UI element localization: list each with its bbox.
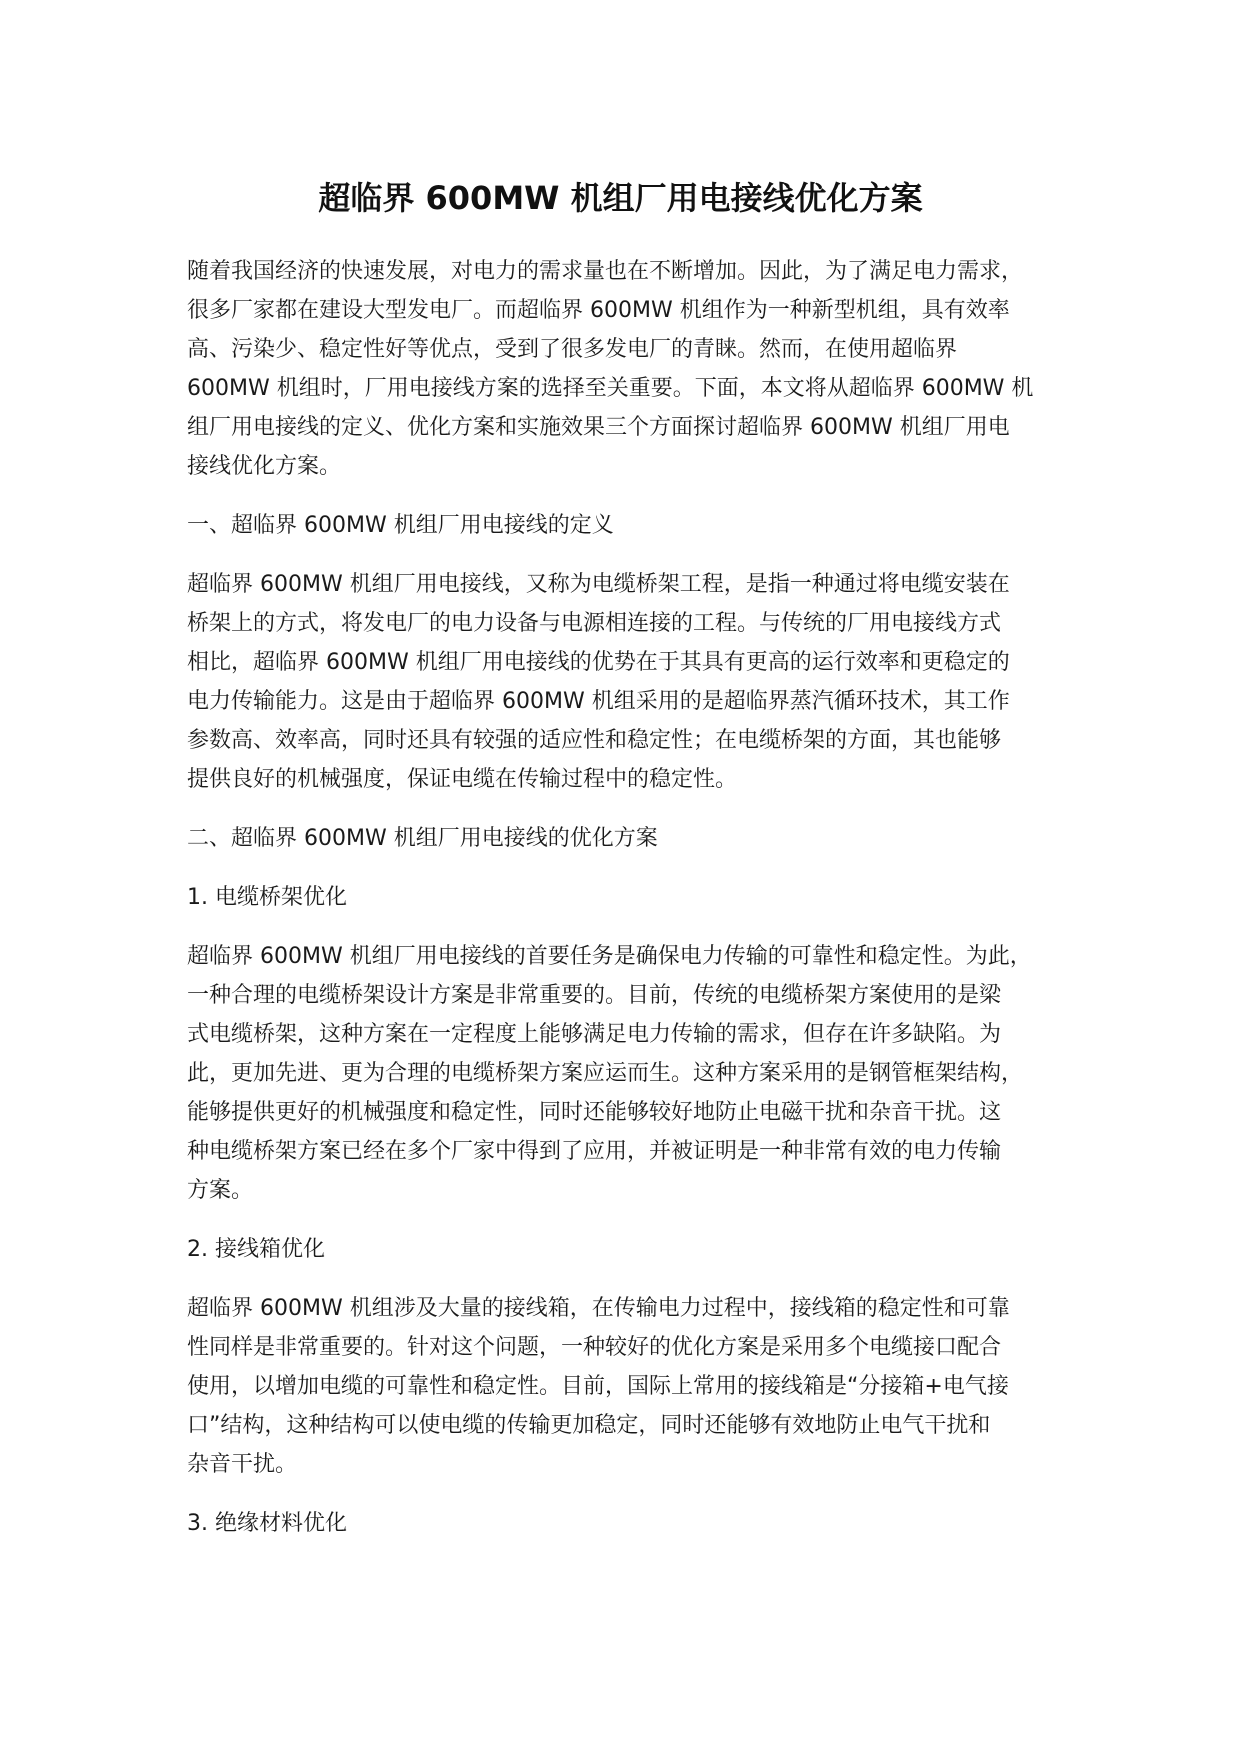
document-title: 超临界 600MW 机组厂用电接线优化方案	[318, 179, 923, 217]
text-line: 使用，以增加电缆的可靠性和稳定性。目前，国际上常用的接线箱是“分接箱+电气接	[187, 1374, 1009, 1399]
text-line: 参数高、效率高，同时还具有较强的适应性和稳定性；在电缆桥架的方面，其也能够	[187, 728, 1002, 753]
text-line: 随着我国经济的快速发展，对电力的需求量也在不断增加。因此，为了满足电力需求，	[187, 259, 1024, 284]
text-line: 1. 电缆桥架优化	[187, 885, 347, 910]
subsection-heading	[187, 1504, 1077, 1543]
text-line: 方案。	[187, 1178, 254, 1203]
text-line: 桥架上的方式，将发电厂的电力设备与电源相连接的工程。与传统的厂用电接线方式	[187, 611, 1002, 636]
text-line: 超临界 600MW 机组涉及大量的接线箱，在传输电力过程中，接线箱的稳定性和可靠	[187, 1296, 1010, 1321]
text-line: 能够提供更好的机械强度和稳定性，同时还能够较好地防止电磁干扰和杂音干扰。这	[187, 1100, 1002, 1125]
text-line: 此，更加先进、更为合理的电缆桥架方案应运而生。这种方案采用的是钢管框架结构，	[187, 1061, 1024, 1086]
text-line: 相比，超临界 600MW 机组厂用电接线的优势在于其具有更高的运行效率和更稳定的	[187, 650, 1010, 675]
text-line: 提供良好的机械强度，保证电缆在传输过程中的稳定性。	[187, 767, 738, 792]
text-line: 杂音干扰。	[187, 1452, 298, 1477]
text-line: 一种合理的电缆桥架设计方案是非常重要的。目前，传统的电缆桥架方案使用的是梁	[187, 983, 1002, 1008]
text-line: 600MW 机组时，厂用电接线方案的选择至关重要。下面，本文将从超临界 600MW 机	[187, 376, 1034, 401]
subsection-heading	[187, 1230, 1077, 1269]
subsection-heading	[187, 878, 1077, 917]
text-line: 一、超临界 600MW 机组厂用电接线的定义	[187, 513, 614, 538]
text-line: 组厂用电接线的定义、优化方案和实施效果三个方面探讨超临界 600MW 机组厂用电	[187, 415, 1010, 440]
document-body	[187, 252, 1077, 1543]
section-heading	[187, 819, 1077, 858]
text-line: 口”结构，这种结构可以使电缆的传输更加稳定，同时还能够有效地防止电气干扰和	[187, 1413, 991, 1438]
text-line: 很多厂家都在建设大型发电厂。而超临界 600MW 机组作为一种新型机组，具有效率	[187, 298, 1010, 323]
text-line: 式电缆桥架，这种方案在一定程度上能够满足电力传输的需求，但存在许多缺陷。为	[187, 1022, 1002, 1047]
junction-box-paragraph	[187, 1289, 1077, 1484]
text-line: 超临界 600MW 机组厂用电接线的首要任务是确保电力传输的可靠性和稳定性。为此，	[187, 944, 1032, 969]
text-line: 2. 接线箱优化	[187, 1237, 325, 1262]
cable-tray-paragraph	[187, 937, 1077, 1210]
text-line: 接线优化方案。	[187, 454, 342, 479]
section-heading	[187, 506, 1077, 545]
text-line: 电力传输能力。这是由于超临界 600MW 机组采用的是超临界蒸汽循环技术，其工作	[187, 689, 1010, 714]
text-line: 超临界 600MW 机组厂用电接线，又称为电缆桥架工程，是指一种通过将电缆安装在	[187, 572, 1010, 597]
text-line: 性同样是非常重要的。针对这个问题，一种较好的优化方案是采用多个电缆接口配合	[187, 1335, 1002, 1360]
text-line: 3. 绝缘材料优化	[187, 1511, 347, 1536]
definition-paragraph	[187, 565, 1077, 799]
intro-paragraph	[187, 252, 1077, 486]
text-line: 二、超临界 600MW 机组厂用电接线的优化方案	[187, 826, 658, 851]
text-line: 种电缆桥架方案已经在多个厂家中得到了应用，并被证明是一种非常有效的电力传输	[187, 1139, 1002, 1164]
text-line: 高、污染少、稳定性好等优点，受到了很多发电厂的青睐。然而，在使用超临界	[187, 337, 958, 362]
